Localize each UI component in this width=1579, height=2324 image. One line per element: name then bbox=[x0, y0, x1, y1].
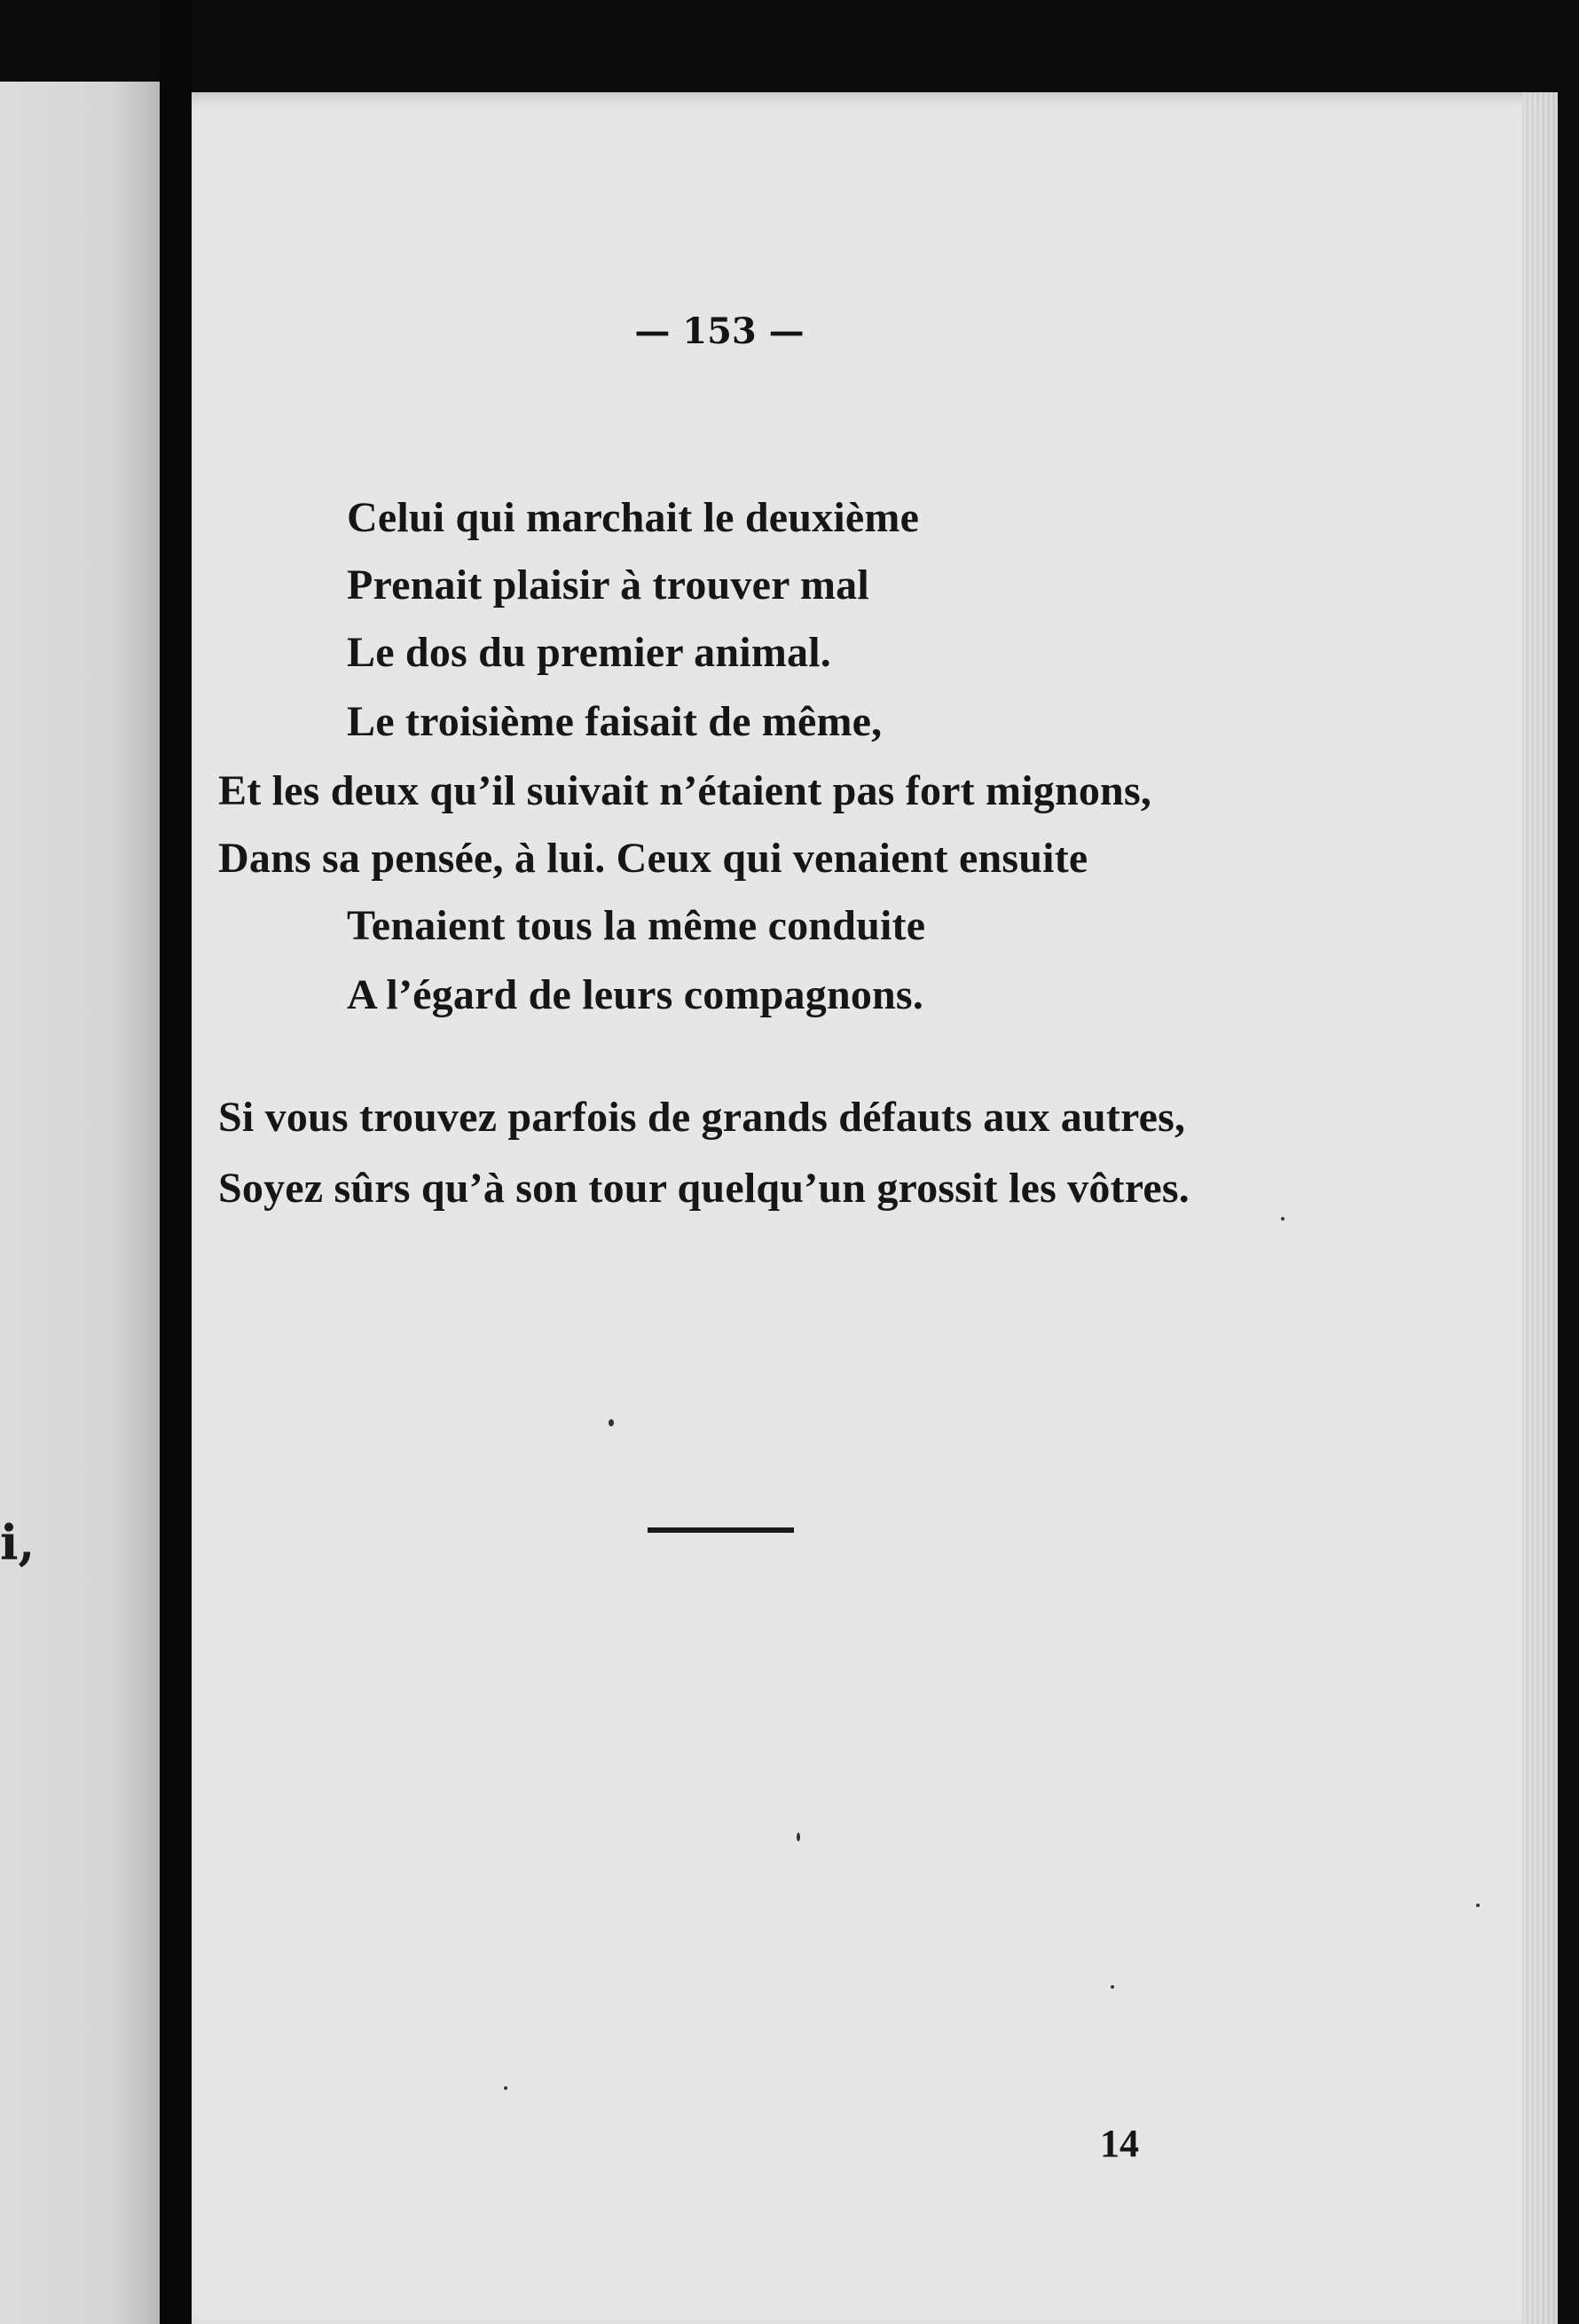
scan-speck bbox=[504, 2086, 507, 2090]
poem-line-4: Le troisième faisait de même, bbox=[347, 698, 883, 745]
scan-speck bbox=[1476, 1904, 1480, 1907]
scan-speck bbox=[609, 1419, 614, 1426]
left-page-text-fragment: i, bbox=[0, 1514, 35, 1571]
poem-line-3: Le dos du premier animal. bbox=[347, 629, 831, 676]
poem-line-8: A l’égard de leurs compagnons. bbox=[347, 971, 924, 1018]
moral-line-1: Si vous trouvez parfois de grands défauts aux autres, bbox=[218, 1094, 1186, 1141]
scan-speck bbox=[797, 1833, 800, 1841]
poem-line-5: Et les deux qu’il suivait n’étaient pas fort mignons, bbox=[218, 767, 1152, 814]
poem-line-7: Tenaient tous la même conduite bbox=[347, 902, 926, 949]
poem-line-2: Prenait plaisir à trouver mal bbox=[347, 561, 869, 608]
left-facing-page bbox=[0, 82, 160, 2324]
signature-mark: 14 bbox=[1100, 2122, 1139, 2165]
book-page bbox=[192, 92, 1558, 2324]
scan-speck bbox=[1111, 1985, 1114, 1989]
page-edge-shadow bbox=[1522, 92, 1558, 2324]
poem-line-6: Dans sa pensée, à lui. Ceux qui venaient ensuite bbox=[218, 835, 1088, 882]
poem-line-1: Celui qui marchait le deuxième bbox=[347, 494, 920, 541]
end-rule bbox=[648, 1527, 794, 1533]
scan-speck bbox=[1281, 1217, 1284, 1221]
moral-line-2: Soyez sûrs qu’à son tour quelqu’un grossit les vôtres. bbox=[218, 1165, 1190, 1212]
binding-gutter bbox=[160, 0, 192, 2324]
page-number-header: — 153 — bbox=[634, 310, 805, 352]
